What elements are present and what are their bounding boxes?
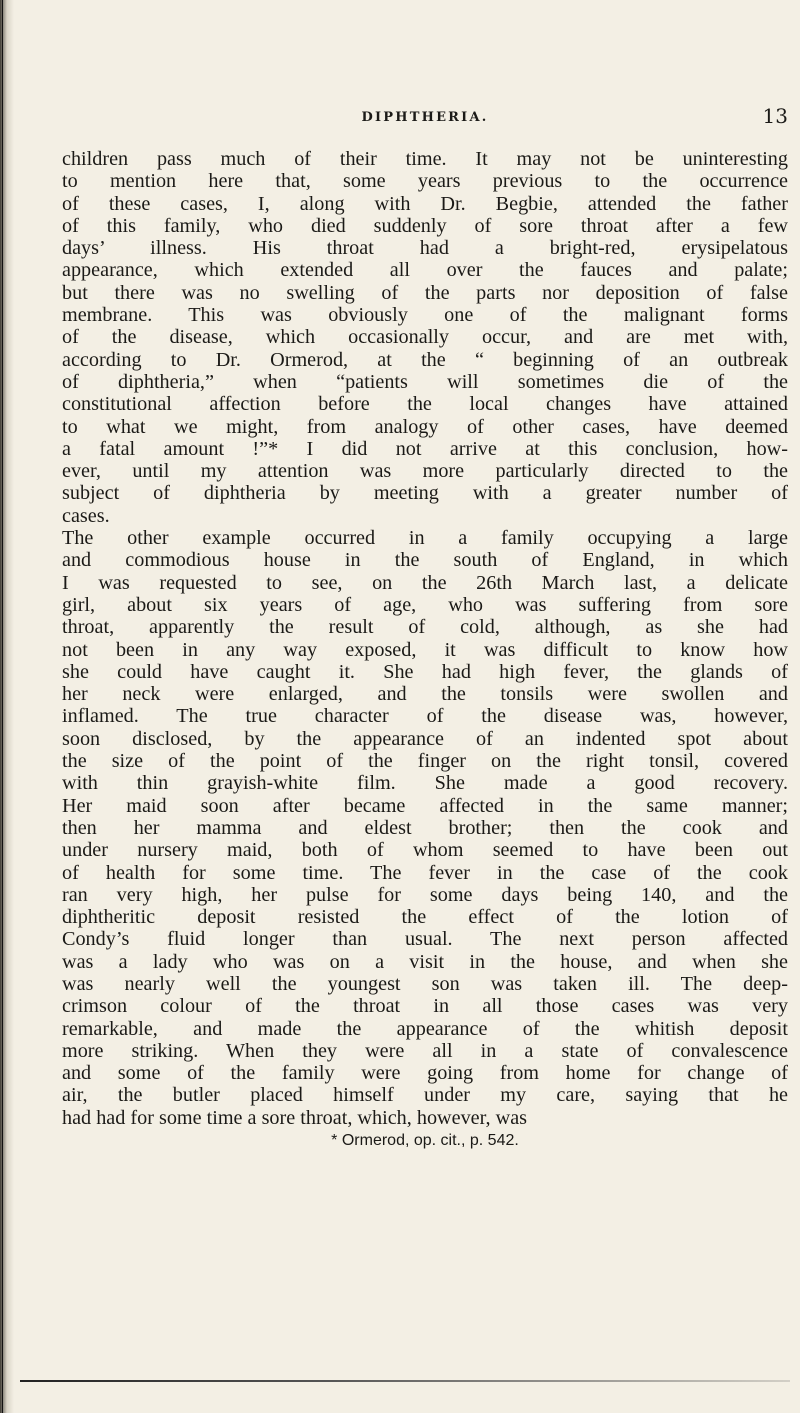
text-line: was nearly well the youngest son was taken ill. The deep- xyxy=(62,972,788,995)
text-line: more striking. When they were all in a state of convalescence xyxy=(62,1039,788,1062)
text-line: according to Dr. Ormerod, at the “ beginning of an outbreak xyxy=(62,348,788,371)
text-line: Condy’s fluid longer than usual. The next person affected xyxy=(62,928,788,951)
text-line: appearance, which extended all over the fauces and palate; xyxy=(62,259,788,282)
body-text xyxy=(62,148,788,1151)
text-line: crimson colour of the throat in all those cases was very xyxy=(62,995,788,1018)
text-line: air, the butler placed himself under my care, saying that he xyxy=(62,1084,788,1107)
text-line: I was requested to see, on the 26th March last, a delicate xyxy=(62,571,788,594)
text-line: and some of the family were going from home for change of xyxy=(62,1062,788,1085)
text-line: she could have caught it. She had high fever, the glands of xyxy=(62,660,788,683)
text-line: Her maid soon after became affected in the same manner; xyxy=(62,794,788,817)
text-line: constitutional affection before the local changes have attained xyxy=(62,393,788,416)
text-line: to mention here that, some years previous to the occurrence xyxy=(62,170,788,193)
text-line: children pass much of their time. It may not be uninteresting xyxy=(62,148,788,170)
text-line: but there was no swelling of the parts nor deposition of false xyxy=(62,281,788,304)
bottom-rule xyxy=(20,1380,790,1382)
text-line: and commodious house in the south of England, in which xyxy=(62,549,788,572)
text-line: not been in any way exposed, it was difficult to know how xyxy=(62,638,788,661)
text-line: ran very high, her pulse for some days being 140, and the xyxy=(62,883,788,906)
text-line: a fatal amount !”* I did not arrive at this conclusion, how- xyxy=(62,437,788,460)
paragraph xyxy=(62,148,788,527)
text-line: girl, about six years of age, who was suffering from sore xyxy=(62,593,788,616)
text-line: The other example occurred in a family occupying a large xyxy=(62,527,788,550)
footnote: * Ormerod, op. cit., p. 542. xyxy=(331,1132,519,1150)
text-line: then her mamma and eldest brother; then the cook and xyxy=(62,816,788,839)
text-line: soon disclosed, by the appearance of an indented spot about xyxy=(62,727,788,750)
paragraph xyxy=(62,527,788,1129)
text-line: had had for some time a sore throat, which, however, was xyxy=(62,1106,528,1129)
text-line: inflamed. The true character of the disease was, however, xyxy=(62,705,788,728)
text-line: ever, until my attention was more particularly directed to the xyxy=(62,460,788,483)
running-title: DIPHTHERIA. xyxy=(361,110,489,125)
page-number: 13 xyxy=(762,104,788,128)
text-line: with thin grayish-white film. She made a good recovery. xyxy=(62,772,788,795)
text-line: of diphtheria,” when “patients will sometimes die of the xyxy=(62,370,788,393)
text-line: to what we might, from analogy of other cases, have deemed xyxy=(62,415,788,438)
page-header xyxy=(62,104,788,140)
page-binding-edge xyxy=(0,0,14,1413)
text-line: days’ illness. His throat had a bright-red, erysipelatous xyxy=(62,237,788,260)
text-line: cases. xyxy=(62,504,110,527)
text-line: her neck were enlarged, and the tonsils were swollen and xyxy=(62,683,788,706)
text-line: under nursery maid, both of whom seemed to have been out xyxy=(62,839,788,862)
text-line: remarkable, and made the appearance of the whitish deposit xyxy=(62,1017,788,1040)
text-line: diphtheritic deposit resisted the effect of the lotion of xyxy=(62,906,788,929)
text-line: membrane. This was obviously one of the malignant forms xyxy=(62,304,788,327)
text-line: was a lady who was on a visit in the house, and when she xyxy=(62,950,788,973)
text-line: of the disease, which occasionally occur, and are met with, xyxy=(62,326,788,349)
text-line: of health for some time. The fever in the case of the cook xyxy=(62,861,788,884)
text-line: subject of diphtheria by meeting with a greater number of xyxy=(62,482,788,505)
text-line: throat, apparently the result of cold, although, as she had xyxy=(62,616,788,639)
text-line: of this family, who died suddenly of sore throat after a few xyxy=(62,214,788,237)
text-line: the size of the point of the finger on the right tonsil, covered xyxy=(62,750,788,773)
text-line: of these cases, I, along with Dr. Begbie, attended the father xyxy=(62,192,788,215)
